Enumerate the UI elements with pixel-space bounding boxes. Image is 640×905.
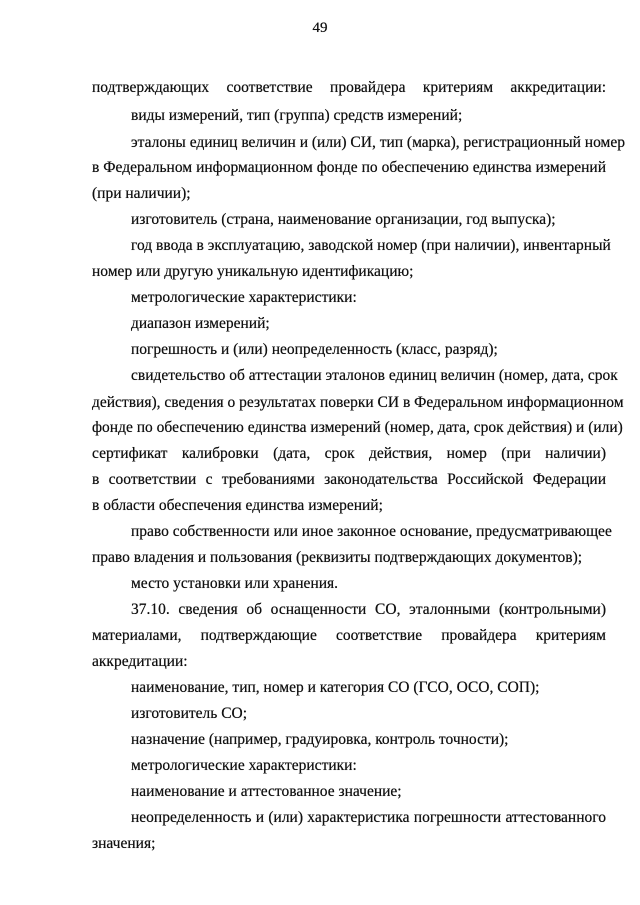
text-line: виды измерений, тип (группа) средств измерений; xyxy=(131,107,463,124)
text-line: метрологические характеристики: xyxy=(131,757,357,774)
text-line: метрологические характеристики: xyxy=(131,289,357,306)
text-line: значения; xyxy=(92,835,156,852)
text-line: сертификат калибровки (дата, срок действия, номер (при наличии) xyxy=(92,445,606,462)
text-line: наименование и аттестованное значение; xyxy=(131,783,402,800)
text-line: право собственности или иное законное основание, предусматривающее xyxy=(131,523,612,540)
text-line: материалами, подтверждающие соответствие провайдера критериям xyxy=(92,627,606,644)
text-line: (при наличии); xyxy=(92,185,191,202)
text-line: эталоны единиц величин и (или) СИ, тип (марка), регистрационный номер xyxy=(131,134,625,151)
text-line: право владения и пользования (реквизиты подтверждающих документов); xyxy=(92,549,583,566)
text-line: место установки или хранения. xyxy=(131,575,339,592)
text-line: аккредитации: xyxy=(92,653,188,670)
text-line: погрешность и (или) неопределенность (класс, разряд); xyxy=(131,341,498,358)
text-line: диапазон измерений; xyxy=(131,315,270,332)
text-line: подтверждающих соответствие провайдера критериям аккредитации: xyxy=(92,79,606,96)
text-line: свидетельство об аттестации эталонов единиц величин (номер, дата, срок xyxy=(131,367,618,384)
text-line: в Федеральном информационном фонде по обеспечению единства измерений xyxy=(92,159,606,176)
text-line: фонде по обеспечению единства измерений (номер, дата, срок действия) и (или) xyxy=(92,419,623,436)
text-line: назначение (например, градуировка, контроль точности); xyxy=(131,731,509,748)
text-line: год ввода в эксплуатацию, заводской номер (при наличии), инвентарный xyxy=(131,237,611,254)
text-line: 37.10. сведения об оснащенности СО, эталонными (контрольными) xyxy=(131,601,606,618)
text-line: в области обеспечения единства измерений; xyxy=(92,497,383,514)
page-number: 49 xyxy=(312,20,328,36)
text-line: неопределенность и (или) характеристика погрешности аттестованного xyxy=(131,809,606,826)
text-line: действия), сведения о результатах поверки СИ в Федеральном информационном xyxy=(92,394,624,411)
text-line: изготовитель (страна, наименование организации, год выпуска); xyxy=(131,211,556,228)
text-line: наименование, тип, номер и категория СО (ГСО, ОСО, СОП); xyxy=(131,679,540,696)
text-line: изготовитель СО; xyxy=(131,705,248,722)
text-line: в соответствии с требованиями законодательства Российской Федерации xyxy=(92,471,606,488)
text-line: номер или другую уникальную идентификацию; xyxy=(92,263,414,280)
